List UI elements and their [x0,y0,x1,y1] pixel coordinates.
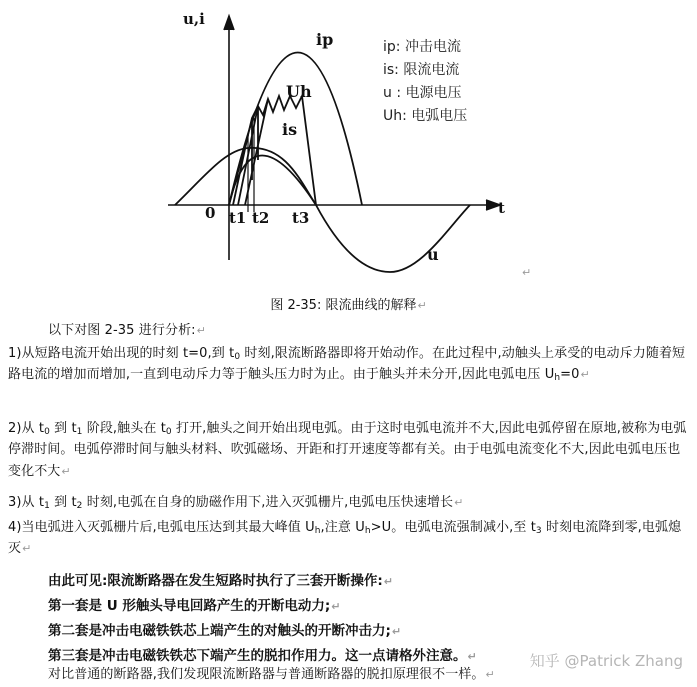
p1-a-sub: 0 [234,352,241,362]
p4-a: 4)当电弧进入灭弧栅片后,电弧电压达到其最大峰值 U [8,520,315,535]
bold-line-4-text: 第三套是冲击电磁铁铁芯下端产生的脱扣作用力。这一点请格外注意。 [48,648,467,664]
p3-a-sub: 1 [44,501,50,511]
uh-curve-label: Uh [286,82,312,101]
return-mark: ↵ [383,575,394,588]
p4-c-sub: 3 [535,526,542,536]
p4-b-sub: h [364,526,371,536]
y-axis-label: u,i [183,10,205,28]
bold-line-2-text: 第一套是 U 形触头导电回路产生的开断电动力; [48,598,331,614]
p2-b: 到 t [49,421,77,436]
return-mark: ↵ [391,625,402,638]
p1-b-sub: h [554,373,561,384]
return-mark: ↵ [580,368,590,382]
bold-line-2 [48,594,688,614]
p2-c-sub: 0 [165,427,172,437]
closing-line-text: 对比普通的断路器,我们发现限流断路器与普通断路器的脱扣原理很不一样。 [48,667,485,682]
y-axis-arrow [224,16,234,30]
bold-line-1 [48,569,688,589]
p1-c: =0 [560,367,580,383]
intro-line [48,320,697,341]
p4-d: 时刻电流降到零,电弧熄灭 [8,520,682,557]
p2-c: 阶段,触头在 t [82,421,166,436]
return-mark: ↵ [196,324,206,337]
legend-u: u : 电源电压 [383,85,462,101]
paragraph-1 [8,343,692,386]
return-mark: ↵ [454,496,464,509]
p1-a: 1)从短路电流开始出现的时刻 t=0,到 t [8,346,235,361]
legend-is: is: 限流电流 [383,62,460,78]
return-mark: ↵ [61,464,71,478]
caption-text: 图 2-35: 限流曲线的解释 [270,298,417,313]
p2-a-sub: 0 [44,427,50,437]
u-curve-label: u [427,245,439,264]
intro-text: 以下对图 2-35 进行分析: [48,323,196,338]
bold-line-1-text: 由此可见:限流断路器在发生短路时执行了三套开断操作: [48,573,383,589]
legend-uh: Uh: 电弧电压 [383,108,468,124]
current-limiting-curve-figure [0,0,697,290]
figure-return-mark: ↵ [522,266,532,279]
return-mark: ↵ [485,668,495,681]
legend-ip: ip: 冲击电流 [383,39,461,55]
bold-line-3 [48,619,688,639]
p4-a-sub: h [314,526,321,536]
x-axis-label: t [498,199,505,217]
p4-b: ,注意 U [320,520,365,535]
return-mark: ↵ [331,600,341,613]
p2-a: 2)从 t [8,421,45,436]
return-mark: ↵ [22,542,32,556]
p3-a: 3)从 t [8,495,45,510]
legend [383,38,467,124]
p4-c: >U。电弧电流强制减小,至 t [370,520,536,535]
return-mark: ↵ [417,299,427,312]
p3-c: 时刻,电弧在自身的励磁作用下,进入灭弧栅片,电弧电压快速增长 [82,495,454,510]
t3-label: t3 [292,209,310,227]
p2-b-sub: 1 [76,427,83,437]
is-curve-label: is [282,120,298,139]
ip-curve-label: ip [316,30,334,49]
t1-label: t1 [229,209,247,227]
origin-label: 0 [205,204,216,222]
p2-d: 打开,触头之间开始出现电弧。由于这时电弧电流并不大,因此电弧停留在原地,被称为电弧停滞时间。电弧停滞时间与触头材料、吹弧磁场、开距和打开速度等都有关。由于电弧电流变化不大,因此电弧电压也变化不大 [8,421,687,479]
p1-b: 时刻,限流断路器即将开始动作。在此过程中,动触头上承受的电动斥力随着短路电流的增加而增加,一直到电动斥力等于触头压力时为止。由于触头并未分开,因此电弧电压 U [8,346,686,383]
return-mark: ↵ [467,650,477,663]
watermark: 知乎 @Patrick Zhang [529,652,683,670]
paragraph-3 [8,492,692,513]
t2-label: t2 [252,209,270,227]
paragraph-2 [8,418,692,482]
p3-b-sub: 2 [76,501,83,511]
figure-caption [0,294,697,313]
paragraph-4 [8,517,692,560]
p3-b: 到 t [49,495,77,510]
bold-line-3-text: 第二套是冲击电磁铁铁芯上端产生的对触头的开断冲击力; [48,623,391,639]
u-source-voltage-curve [175,148,470,272]
